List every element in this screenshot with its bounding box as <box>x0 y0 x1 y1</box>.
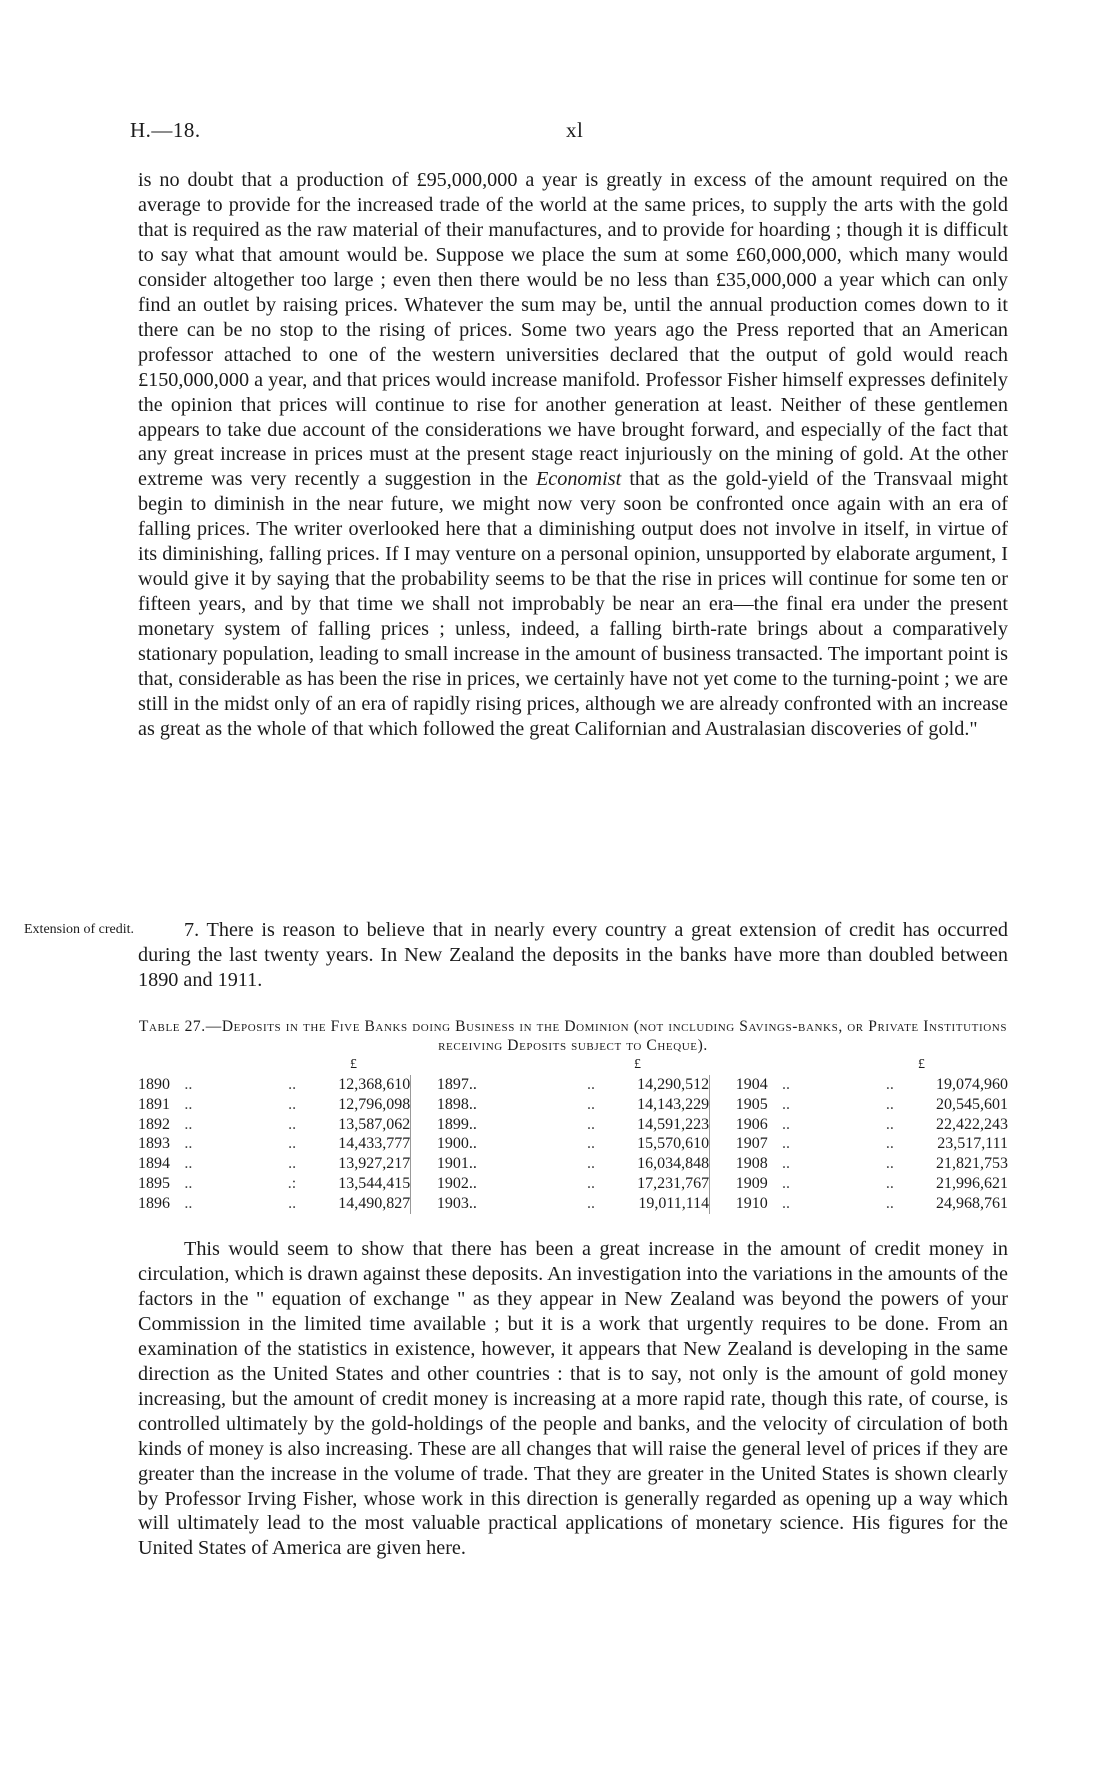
leader-cell: .. <box>587 1095 595 1113</box>
unit-label: £ <box>634 1057 641 1072</box>
amount-cell: 12,796,098 <box>338 1095 411 1113</box>
amount-cell: 21,821,753 <box>936 1155 1008 1173</box>
table-caption: Table 27.—Deposits in the Five Banks doing Business in the Dominion (not including Savings-banks, or Private Institutions receiving Deposits subject to Cheque). <box>138 1018 1008 1054</box>
leader-cell <box>483 1075 553 1095</box>
amount-cell: 13,544,415 <box>338 1174 411 1192</box>
leader-cell: .. <box>885 1076 894 1093</box>
year-cell: 1893 <box>138 1135 170 1153</box>
year-cell: 1894 <box>138 1155 170 1173</box>
paragraph-credit: 7. There is reason to believe that in nearly every country a great extension of credit has occurred during the last twenty years. In New Zealand the deposits in the banks have more than doubled between 1890 and 1911. <box>138 919 1008 991</box>
leader-cell: .. <box>587 1174 595 1192</box>
leader-cell: .. <box>184 1135 193 1153</box>
amount-cell: 20,545,601 <box>936 1095 1008 1113</box>
amount-cell: 14,490,827 <box>338 1194 411 1212</box>
leader-cell: .. <box>782 1095 791 1113</box>
year-cell: 1891 <box>138 1095 170 1113</box>
amount-cell: 13,587,062 <box>338 1115 411 1133</box>
amount-cell: 15,570,610 <box>637 1135 710 1153</box>
column-divider <box>710 1115 736 1135</box>
leader-cell <box>483 1134 553 1154</box>
leader-cell: .. <box>288 1194 297 1212</box>
amount-cell: 19,011,114 <box>638 1194 710 1212</box>
year-cell: 1907 <box>735 1135 768 1153</box>
paragraph-text-continued: that as the gold-yield of the Transvaal might begin to diminish in the near future, we might now very soon be confronted once again with an era of falling prices. The writer overlooked here that a diminishing output does not involve in itself, in virtue of its diminishing, falling prices. If I may venture on a personal opinion, unsupported by elaborate argument, I would give it by saying that the probability seems to be that the rise in prices will continue for some ten or fifteen years, and by that time we shall not improbably be near an era—the final era under the present monetary system of falling prices ; unless, indeed, a falling birth-rate brings about a comparatively stationary population, leading to small increase in the amount of business transacted. The important point is that, considerable as has been the rise in prices, we certainly have not yet come to the turning-point ; we are still in the midst only of an era of rapidly rising prices, although we are already confronted with an increase as great as the whole of that which followed the great Californian and Australasian discoveries of gold." <box>138 468 1009 740</box>
leader-cell: .. <box>587 1155 595 1173</box>
leader-cell: .. <box>288 1155 297 1173</box>
year-cell: 1902.. <box>436 1174 477 1192</box>
leader-cell: .. <box>782 1076 791 1093</box>
amount-cell: 14,143,229 <box>637 1095 710 1113</box>
margin-note: Extension of credit. <box>24 922 135 937</box>
leader-cell: .. <box>885 1115 894 1133</box>
amount-cell: 24,968,761 <box>936 1194 1008 1212</box>
leader-cell: .. <box>782 1115 791 1133</box>
leader-cell: .. <box>184 1194 193 1212</box>
table-row <box>138 1154 1008 1174</box>
leader-cell: .. <box>885 1194 894 1212</box>
leader-cell: .. <box>288 1076 297 1093</box>
column-divider <box>411 1174 437 1194</box>
deposits-table <box>138 1075 1008 1214</box>
column-divider <box>710 1174 736 1194</box>
amount-cell: 17,231,767 <box>637 1174 710 1192</box>
leader-cell: .. <box>184 1174 193 1192</box>
paragraph-equation-of-exchange: This would seem to show that there has been a great increase in the amount of credit money in circulation, which is drawn against these deposits. An investigation into the variations in the amounts of the factors in the " equation of exchange " as they appear in New Zealand was beyond the powers of your Commission in the limited time available ; but it is a work that urgently requires to be done. From an examination of the statistics in existence, however, it appears that New Zealand is developing in the same direction as the United States and other countries : that is to say, not only is the amount of gold money increasing, but the amount of credit money is increasing at a more rapid rate, though this rate, of course, is controlled ultimately by the gold-holdings of the people and banks, and the velocity of circulation of both kinds of money is also increasing. These are all changes that will raise the general level of prices if they are greater than the increase in the volume of trade. That they are greater in the United States is shown clearly by Professor Irving Fisher, whose work in this direction is generally regarded as opening up a way which will ultimately lead to the most valuable practical applications of monetary science. His figures for the United States of America are given here. <box>138 1238 1008 1560</box>
page-number: xl <box>566 118 584 142</box>
leader-cell: .. <box>587 1115 595 1133</box>
column-divider <box>411 1194 437 1214</box>
amount-cell: 13,927,217 <box>338 1155 411 1173</box>
amount-cell: 14,433,777 <box>338 1135 411 1153</box>
leader-cell: .. <box>587 1135 595 1153</box>
amount-cell: 14,290,512 <box>637 1076 710 1093</box>
leader-cell: .. <box>587 1194 595 1212</box>
leader-cell: .. <box>782 1174 791 1192</box>
year-cell: 1909 <box>735 1174 768 1192</box>
leader-cell: .. <box>184 1115 193 1133</box>
year-cell: 1900.. <box>436 1135 477 1153</box>
leader-cell <box>483 1174 553 1194</box>
unit-label: £ <box>350 1057 357 1072</box>
table-row <box>138 1174 1008 1194</box>
leader-cell: .. <box>885 1174 894 1192</box>
table-row <box>138 1115 1008 1135</box>
amount-cell: 19,074,960 <box>936 1076 1008 1093</box>
document-reference: H.—18. <box>130 118 201 142</box>
table-row <box>138 1075 1008 1095</box>
amount-cell: 12,368,610 <box>338 1076 411 1093</box>
amount-cell: 14,591,223 <box>637 1115 710 1133</box>
year-cell: 1890 <box>138 1076 170 1093</box>
deposits-table-body <box>138 1075 1008 1214</box>
column-divider <box>710 1154 736 1174</box>
leader-cell: .. <box>782 1194 791 1212</box>
leader-cell: .. <box>288 1095 297 1113</box>
amount-cell: 21,996,621 <box>936 1174 1008 1192</box>
amount-cell: 23,517,111 <box>937 1135 1008 1153</box>
year-cell: 1905 <box>735 1095 768 1113</box>
year-cell: 1898.. <box>436 1095 477 1113</box>
column-divider <box>411 1115 437 1135</box>
year-cell: 1910 <box>735 1194 768 1212</box>
year-cell: 1906 <box>735 1115 768 1133</box>
year-cell: 1892 <box>138 1115 170 1133</box>
year-cell: 1904 <box>735 1076 768 1093</box>
column-divider <box>710 1095 736 1115</box>
column-divider <box>411 1075 437 1095</box>
leader-cell: .. <box>782 1155 791 1173</box>
leader-cell: .. <box>885 1155 894 1173</box>
column-divider <box>710 1194 736 1214</box>
leader-cell: .. <box>885 1095 894 1113</box>
unit-label: £ <box>918 1057 925 1072</box>
publication-title: Economist <box>535 468 622 491</box>
year-cell: 1897.. <box>436 1076 477 1093</box>
table-row <box>138 1194 1008 1214</box>
leader-cell: .. <box>288 1135 297 1153</box>
year-cell: 1895 <box>138 1174 170 1192</box>
leader-cell: .. <box>885 1135 894 1153</box>
leader-cell <box>483 1154 553 1174</box>
column-divider <box>710 1075 736 1095</box>
leader-cell: .. <box>288 1115 297 1133</box>
column-divider <box>411 1095 437 1115</box>
table-row <box>138 1095 1008 1115</box>
leader-cell <box>483 1115 553 1135</box>
amount-cell: 22,422,243 <box>936 1115 1008 1133</box>
leader-cell: .. <box>184 1095 193 1113</box>
leader-cell: .: <box>287 1174 297 1192</box>
amount-cell: 16,034,848 <box>637 1155 710 1173</box>
column-divider <box>710 1134 736 1154</box>
paragraph-prices <box>138 168 1008 742</box>
leader-cell <box>483 1095 553 1115</box>
leader-cell: .. <box>184 1076 193 1093</box>
leader-cell: .. <box>184 1155 193 1173</box>
year-cell: 1896 <box>138 1194 170 1212</box>
leader-cell: .. <box>587 1076 595 1093</box>
year-cell: 1899.. <box>436 1115 477 1133</box>
column-divider <box>411 1154 437 1174</box>
paragraph-text: is no doubt that a production of £95,000,000 a year is greatly in excess of the amount required on the average to provide for the increased trade of the world at the same prices, to supply the arts with the gold that is required as the raw material of their manufactures, and to provide for hoarding ; though it is difficult to say what that amount would be. Suppose we place the sum at some £60,000,000, which many would consider altogether too large ; even then there would be no less than £35,000,000 a year which can only find an outlet by raising prices. Whatever the sum may be, until the annual production comes down to it there can be no stop to the rising of prices. Some two years ago the Press reported that an American professor attached to one of the western universities declared that the output of gold would reach £150,000,000 a year, and that prices would increase manifold. Professor Fisher himself expresses definitely the opinion that prices will continue to rise for another generation at least. Neither of these gentlemen appears to take due account of the considerations we have brought forward, and especially of the fact that any great increase in prices must at the present stage react injuriously on the mining of gold. At the other extreme was very recently a suggestion in the <box>138 169 1008 491</box>
column-divider <box>411 1134 437 1154</box>
leader-cell <box>483 1194 553 1214</box>
year-cell: 1901.. <box>436 1155 477 1173</box>
year-cell: 1908 <box>735 1155 768 1173</box>
leader-cell: .. <box>782 1135 791 1153</box>
table-row <box>138 1134 1008 1154</box>
year-cell: 1903.. <box>436 1194 477 1212</box>
